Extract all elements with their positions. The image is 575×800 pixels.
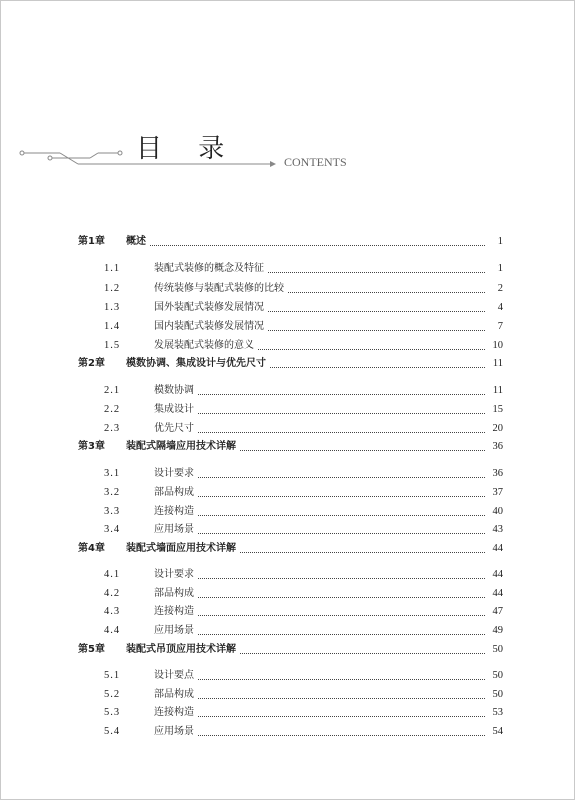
- toc-entry-number: 第3章: [78, 441, 105, 452]
- toc-entry-number: 1.2: [104, 283, 121, 294]
- toc-page-number: 11: [492, 358, 503, 369]
- toc-entry-title: 部品构成: [154, 689, 194, 700]
- dot-leader: [198, 578, 485, 579]
- dot-leader: [240, 450, 485, 451]
- toc-entry-title: 连接构造: [154, 707, 194, 718]
- dot-leader: [198, 698, 485, 699]
- toc-page-number: 2: [497, 283, 503, 294]
- toc-page-number: 20: [492, 423, 503, 434]
- toc-entry-title: 模数协调、集成设计与优先尺寸: [126, 358, 266, 369]
- toc-page-number: 44: [492, 569, 503, 580]
- toc-page-number: 49: [492, 625, 503, 636]
- toc-page-number: 11: [492, 385, 503, 396]
- toc-entry-title: 装配式装修的概念及特征: [154, 263, 264, 274]
- toc-section-row[interactable]: [78, 686, 503, 704]
- toc-entry-title: 应用场景: [154, 625, 194, 636]
- toc-page-number: 7: [497, 321, 503, 332]
- dot-leader: [198, 679, 485, 680]
- dot-leader: [198, 533, 485, 534]
- toc-section-row[interactable]: [78, 484, 503, 502]
- toc-page-number: 47: [492, 606, 503, 617]
- dot-leader: [198, 496, 485, 497]
- toc-entry-number: 第2章: [78, 358, 105, 369]
- toc-entry-title: 部品构成: [154, 588, 194, 599]
- circuit-line-decoration: [0, 0, 575, 200]
- dot-leader: [198, 477, 485, 478]
- toc-section-row[interactable]: [78, 401, 503, 419]
- toc-entry-title: 国内装配式装修发展情况: [154, 321, 264, 332]
- toc-header: [0, 0, 575, 200]
- toc-page-number: 4: [497, 302, 503, 313]
- toc-entry-title: 装配式墙面应用技术详解: [126, 543, 236, 554]
- toc-page-number: 50: [492, 689, 503, 700]
- toc-section-row[interactable]: [78, 299, 503, 317]
- toc-page-number: 15: [492, 404, 503, 415]
- toc-entry-number: 5.4: [104, 726, 121, 737]
- dot-leader: [198, 515, 485, 516]
- toc-page-number: 36: [492, 468, 503, 479]
- toc-entry-title: 部品构成: [154, 487, 194, 498]
- toc-entry-number: 第1章: [78, 236, 105, 247]
- toc-entry-title: 概述: [126, 236, 146, 247]
- toc-section-row[interactable]: [78, 318, 503, 336]
- dot-leader: [268, 330, 485, 331]
- toc-section-row[interactable]: [78, 260, 503, 278]
- toc-page-number: 50: [492, 670, 503, 681]
- toc-entry-title: 优先尺寸: [154, 423, 194, 434]
- toc-page-number: 37: [492, 487, 503, 498]
- toc-entry-number: 1.1: [104, 263, 121, 274]
- dot-leader: [198, 716, 485, 717]
- toc-entry-number: 1.3: [104, 302, 121, 313]
- toc-entry-number: 3.3: [104, 506, 121, 517]
- toc-entry-number: 1.5: [104, 340, 121, 351]
- toc-entry-number: 1.4: [104, 321, 121, 332]
- toc-entry-title: 集成设计: [154, 404, 194, 415]
- page-subtitle: CONTENTS: [284, 155, 347, 169]
- toc-page-number: 10: [492, 340, 503, 351]
- dot-leader: [270, 367, 485, 368]
- toc-page-number: 50: [492, 644, 503, 655]
- toc-section-row[interactable]: [78, 723, 503, 741]
- toc-entry-title: 连接构造: [154, 606, 194, 617]
- toc-entry-title: 模数协调: [154, 385, 194, 396]
- toc-chapter-row[interactable]: [78, 438, 503, 456]
- toc-chapter-row[interactable]: [78, 540, 503, 558]
- dot-leader: [240, 552, 485, 553]
- toc-section-row[interactable]: [78, 503, 503, 521]
- toc-section-row[interactable]: [78, 337, 503, 355]
- toc-entry-title: 应用场景: [154, 726, 194, 737]
- toc-chapter-row[interactable]: [78, 641, 503, 659]
- toc-entry-title: 设计要点: [154, 670, 194, 681]
- dot-leader: [150, 245, 485, 246]
- dot-leader: [288, 292, 485, 293]
- toc-page-number: 43: [492, 524, 503, 535]
- dot-leader: [240, 653, 485, 654]
- toc-entry-number: 第5章: [78, 644, 105, 655]
- toc-entry-number: 3.2: [104, 487, 121, 498]
- toc-chapter-row[interactable]: [78, 233, 503, 251]
- toc-entry-number: 5.1: [104, 670, 121, 681]
- toc-entry-number: 2.2: [104, 404, 121, 415]
- toc-entry-title: 装配式吊顶应用技术详解: [126, 644, 236, 655]
- toc-page-number: 1: [497, 263, 503, 274]
- toc-entry-title: 国外装配式装修发展情况: [154, 302, 264, 313]
- toc-entry-title: 设计要求: [154, 468, 194, 479]
- toc-entry-number: 5.3: [104, 707, 121, 718]
- toc-page-number: 40: [492, 506, 503, 517]
- toc-section-row[interactable]: [78, 382, 503, 400]
- toc-entry-title: 装配式隔墙应用技术详解: [126, 441, 236, 452]
- toc-entry-number: 2.1: [104, 385, 121, 396]
- toc-page-number: 44: [492, 543, 503, 554]
- toc-page-number: 54: [492, 726, 503, 737]
- dot-leader: [268, 272, 485, 273]
- toc-entry-number: 3.1: [104, 468, 121, 479]
- dot-leader: [258, 349, 485, 350]
- toc-chapter-row[interactable]: [78, 355, 503, 373]
- toc-entry-number: 4.4: [104, 625, 121, 636]
- toc-entry-title: 传统装修与装配式装修的比较: [154, 283, 284, 294]
- toc-section-row[interactable]: [78, 465, 503, 483]
- dot-leader: [198, 615, 485, 616]
- dot-leader: [198, 597, 485, 598]
- toc-page-number: 36: [492, 441, 503, 452]
- toc-section-row[interactable]: [78, 585, 503, 603]
- dot-leader: [198, 413, 485, 414]
- toc-entry-title: 设计要求: [154, 569, 194, 580]
- toc-section-row[interactable]: [78, 704, 503, 722]
- toc-entry-title: 发展装配式装修的意义: [154, 340, 254, 351]
- toc-entry-number: 2.3: [104, 423, 121, 434]
- toc-page-number: 1: [497, 236, 503, 247]
- toc-entry-number: 4.2: [104, 588, 121, 599]
- dot-leader: [198, 735, 485, 736]
- toc-page-number: 53: [492, 707, 503, 718]
- toc-entry-number: 4.1: [104, 569, 121, 580]
- toc-section-row[interactable]: [78, 603, 503, 621]
- dot-leader: [198, 634, 485, 635]
- toc-entry-number: 4.3: [104, 606, 121, 617]
- toc-entry-number: 5.2: [104, 689, 121, 700]
- dot-leader: [198, 432, 485, 433]
- toc-entry-title: 应用场景: [154, 524, 194, 535]
- dot-leader: [268, 311, 485, 312]
- dot-leader: [198, 394, 485, 395]
- toc-section-row[interactable]: [78, 420, 503, 438]
- toc-section-row[interactable]: [78, 521, 503, 539]
- toc-entry-number: 3.4: [104, 524, 121, 535]
- toc-page-number: 44: [492, 588, 503, 599]
- toc-entry-number: 第4章: [78, 543, 105, 554]
- toc-entry-title: 连接构造: [154, 506, 194, 517]
- toc-section-row[interactable]: [78, 280, 503, 298]
- toc-section-row[interactable]: [78, 566, 503, 584]
- toc-section-row[interactable]: [78, 667, 503, 685]
- toc-section-row[interactable]: [78, 622, 503, 640]
- page-title: 目 录: [136, 134, 239, 164]
